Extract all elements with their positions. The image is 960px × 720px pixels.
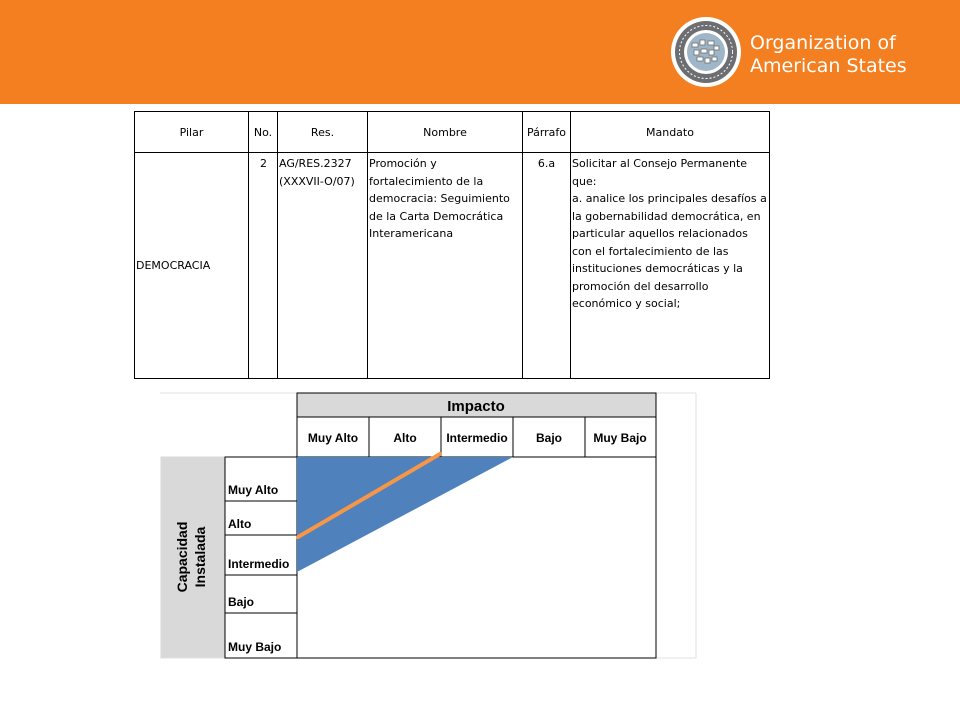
impact-capacity-matrix [160, 392, 700, 666]
organization-name [750, 32, 907, 78]
capacity-title-line1: Capacidad [174, 521, 190, 593]
res-session: (XXXVII-O/07) [279, 174, 355, 188]
header-mandato: Mandato [571, 112, 770, 153]
header-nombre: Nombre [368, 112, 523, 153]
column-label-alto: Alto [393, 431, 417, 445]
mandato-body: a. analice los principales desafíos a la gobernabilidad democrática, en particular aquellos relacionados con el fortalecimiento de las instituciones democráticas y la promoción del desarrollo económico y social; [572, 192, 767, 310]
matrix-figure [160, 392, 700, 662]
header-res: Res. [278, 112, 368, 153]
cell-mandato [571, 153, 770, 379]
column-label-bajo: Bajo [535, 431, 563, 445]
org-name-line2: American States [750, 55, 907, 77]
table-header-row [135, 112, 770, 153]
header-parrafo: Párrafo [523, 112, 571, 153]
mandato-intro: Solicitar al Consejo Permanente que: [572, 157, 748, 188]
header-band [0, 0, 960, 104]
oas-seal-icon [670, 16, 742, 88]
capacity-title-line2: Instalada [192, 526, 208, 588]
row-label-muy-alto: Muy Alto [228, 483, 279, 497]
res-code: AG/RES.2327 [279, 157, 352, 170]
header-pilar: Pilar [135, 112, 249, 153]
column-label-intermedio: Intermedio [446, 431, 508, 445]
row-label-bajo: Bajo [228, 595, 255, 609]
resolution-table [134, 111, 770, 379]
row-label-alto: Alto [228, 517, 252, 531]
column-label-muy-alto: Muy Alto [307, 431, 359, 445]
cell-nombre: Promoción y fortalecimiento de la democracia: Seguimiento de la Carta Democrática Interamericana [368, 153, 523, 379]
cell-no: 2 [249, 153, 278, 379]
header-no: No. [249, 112, 278, 153]
org-name-line1: Organization of [750, 32, 896, 54]
impact-title: Impacto [447, 398, 505, 415]
table-row [135, 153, 770, 379]
row-label-muy-bajo: Muy Bajo [228, 640, 282, 654]
cell-pilar: DEMOCRACIA [135, 153, 249, 379]
cell-res [278, 153, 368, 379]
column-label-muy-bajo: Muy Bajo [593, 431, 647, 445]
cell-parrafo: 6.a [523, 153, 571, 379]
row-label-intermedio: Intermedio [228, 557, 290, 571]
